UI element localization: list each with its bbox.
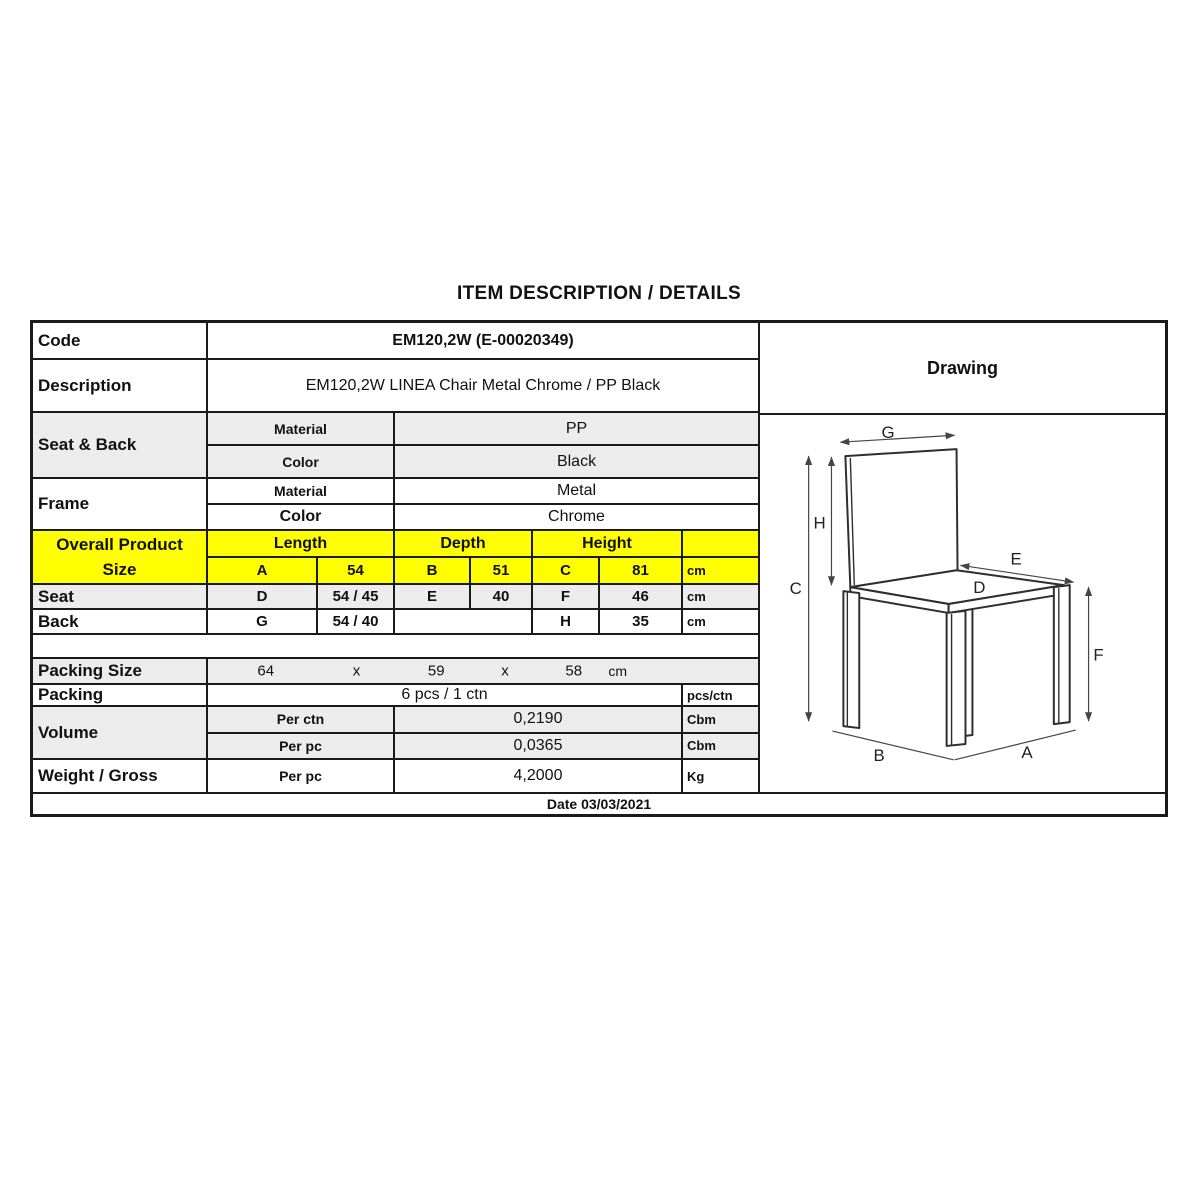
seat-length-key: D [208,585,318,608]
dim-label-b: B [873,745,885,765]
packing-size-values [208,659,758,683]
row-packing [33,685,758,707]
section-volume [33,707,758,760]
seat-back-color-row [208,446,758,477]
volume-per-pc-name: Per pc [208,734,395,759]
packing-size-unit: cm [608,663,628,679]
frame-material-name: Material [208,479,395,503]
overall-depth-key: B [395,558,471,583]
seat-depth-key: E [395,585,471,608]
frame-rows [208,479,758,529]
back-height-value: 35 [600,610,683,633]
page-title: ITEM DESCRIPTION / DETAILS [456,283,741,304]
row-weight-gross [33,760,758,792]
spec-table-main [33,323,1165,792]
dim-label-d: D [973,578,986,598]
packing-size-x2: x [501,662,509,680]
frame-color-row [208,505,758,529]
packing-size-label: Packing Size [33,659,208,683]
frame-color-name: Color [208,505,395,529]
frame-label: Frame [33,479,208,529]
back-label: Back [33,610,208,633]
section-frame [33,479,758,531]
overall-size-values-row [208,558,758,583]
volume-per-pc-row [208,734,758,759]
volume-per-pc-unit: Cbm [687,738,716,754]
row-seat [33,585,758,610]
chair-drawing-icon [760,415,1165,792]
back-length-value: 54 / 40 [318,610,395,633]
row-back [33,610,758,635]
back-length-key: G [208,610,318,633]
weight-per-pc-name: Per pc [208,760,395,792]
dim-label-e: E [1010,549,1022,569]
seat-back-material-row [208,413,758,446]
frame-material-value: Metal [556,482,597,499]
overall-length-value: 54 [318,558,395,583]
weight-value: 4,2000 [395,760,683,792]
packing-label: Packing [33,685,208,705]
overall-size-label-line1: Overall Product [56,535,183,554]
packing-size-dim3: 58 [565,662,583,680]
spacer-row [33,635,758,659]
seat-back-material-value: PP [565,419,588,437]
drawing-area [760,415,1165,792]
seat-label: Seat [33,585,208,608]
frame-material-row [208,479,758,505]
seat-depth-value: 40 [471,585,533,608]
seat-length-value: 54 / 45 [318,585,395,608]
code-value: EM120,2W (E-00020349) [392,331,574,349]
overall-height-key: C [533,558,600,583]
section-seat-back [33,413,758,479]
seat-back-label: Seat & Back [33,413,208,477]
overall-size-label-line2: Size [102,560,137,579]
volume-per-ctn-unit: Cbm [687,711,716,727]
volume-per-ctn-value: 0,2190 [395,707,683,732]
header-height: Height [533,531,683,556]
description-value: EM120,2W LINEA Chair Metal Chrome / PP Black [305,376,661,394]
weight-unit: Kg [687,768,705,784]
volume-per-ctn-row [208,707,758,734]
dim-label-g: G [881,423,895,443]
section-overall-size [33,531,758,585]
overall-size-label [33,531,208,583]
packing-size-dim1: 64 [257,662,275,680]
packing-unit: pcs/ctn [687,687,733,703]
back-height-key: H [533,610,600,633]
dim-label-a: A [1021,742,1033,762]
seat-back-rows [208,413,758,477]
seat-height-key: F [533,585,600,608]
packing-value: 6 pcs / 1 ctn [208,685,683,705]
dim-label-f: F [1093,645,1104,665]
volume-rows [208,707,758,758]
seat-height-value: 46 [600,585,683,608]
row-description [33,360,758,413]
packing-size-dim2: 59 [427,662,445,680]
overall-depth-value: 51 [471,558,533,583]
date-row [33,792,1165,814]
packing-size-x1: x [352,662,361,680]
header-depth: Depth [395,531,533,556]
dimension-header-row [208,531,758,558]
header-length: Length [208,531,395,556]
header-unit-blank [683,531,758,556]
overall-unit: cm [687,563,706,578]
spec-table [30,320,1168,817]
weight-gross-label: Weight / Gross [33,760,208,792]
seat-back-material-name: Material [208,413,395,444]
overall-height-value: 81 [600,558,683,583]
back-depth-blank [395,610,533,633]
dim-label-h: H [813,513,826,533]
overall-length-key: A [208,558,318,583]
seat-unit: cm [687,589,706,604]
frame-color-value: Chrome [548,508,605,525]
overall-size-rows [208,531,758,583]
volume-per-ctn-name: Per ctn [208,707,395,732]
row-code [33,323,758,360]
drawing-column [758,323,1165,792]
dim-label-c: C [789,579,802,599]
code-label: Code [33,323,208,358]
seat-back-color-value: Black [556,452,597,470]
spec-table-left [33,323,758,792]
row-packing-size [33,659,758,685]
date-value: Date 03/03/2021 [546,796,652,812]
volume-per-pc-value: 0,0365 [395,734,683,759]
drawing-title: Drawing [760,323,1165,415]
volume-label: Volume [33,707,208,758]
seat-back-color-name: Color [208,446,395,477]
back-unit: cm [687,614,706,629]
description-label: Description [33,360,208,411]
